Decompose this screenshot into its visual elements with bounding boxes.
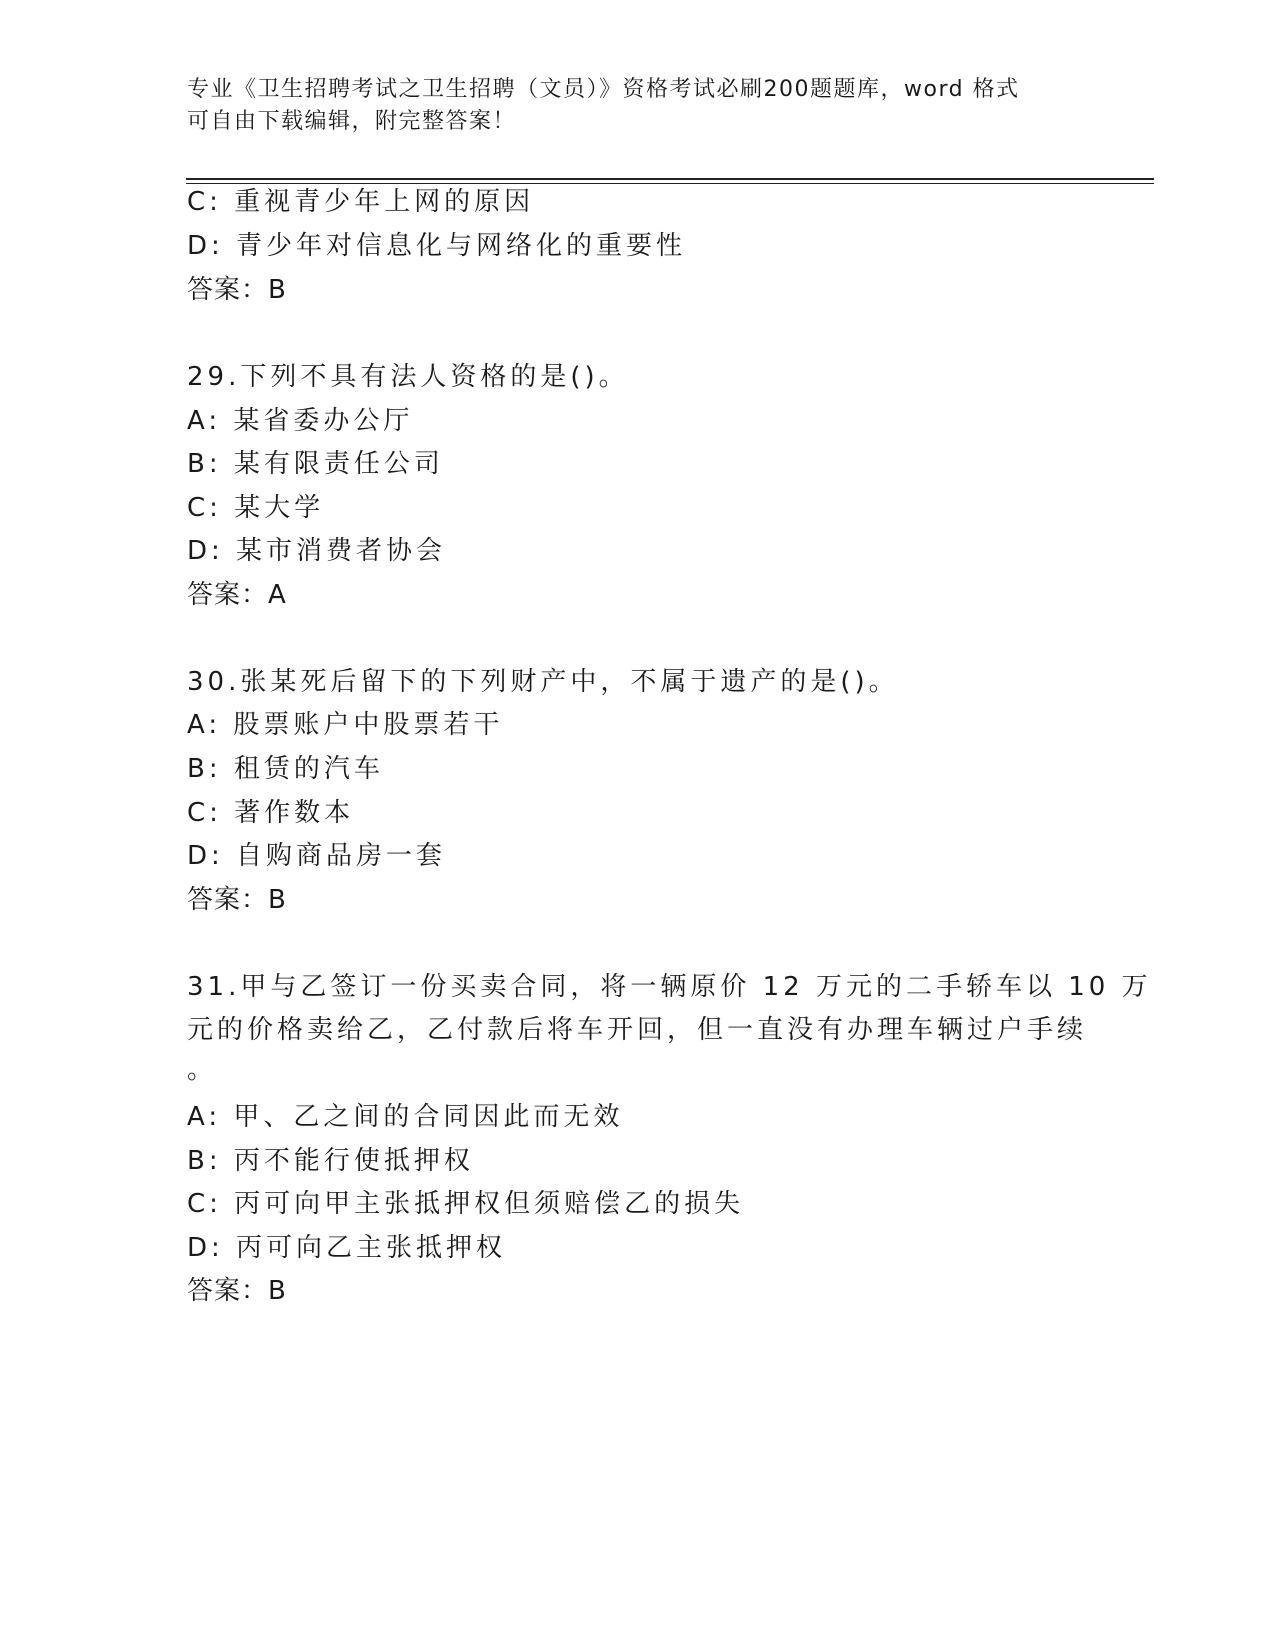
q30-option-d: D: 自购商品房一套 <box>187 841 447 871</box>
q31-option-d: D: 丙可向乙主张抵押权 <box>187 1233 507 1263</box>
q31-option-c: C: 丙可向甲主张抵押权但须赔偿乙的损失 <box>187 1189 745 1219</box>
prev-answer: 答案：B <box>187 275 287 305</box>
q29-answer: 答案：A <box>187 580 287 610</box>
header-title-line-2: 可自由下载编辑，附完整答案！ <box>187 109 517 134</box>
header-divider-thick <box>186 178 1154 180</box>
q30-option-b: B: 租赁的汽车 <box>187 754 384 784</box>
q31-option-b: B: 丙不能行使抵押权 <box>187 1146 474 1176</box>
q31-option-a: A: 甲、乙之间的合同因此而无效 <box>187 1102 624 1132</box>
header-title-line-1: 专业《卫生招聘考试之卫生招聘（文员）》资格考试必刷200题题库，word 格式 <box>187 77 1020 102</box>
q30-option-a: A: 股票账户中股票若干 <box>187 710 504 740</box>
q30-stem: 30.张某死后留下的下列财产中，不属于遗产的是()。 <box>187 667 899 697</box>
prev-option-d: D: 青少年对信息化与网络化的重要性 <box>187 231 687 261</box>
q29-stem: 29.下列不具有法人资格的是()。 <box>187 362 629 392</box>
q31-stem-line-2: 元的价格卖给乙，乙付款后将车开回，但一直没有办理车辆过户手续 <box>187 1015 1088 1045</box>
q29-option-a: A: 某省委办公厅 <box>187 406 414 436</box>
q31-answer: 答案：B <box>187 1276 287 1306</box>
q30-answer: 答案：B <box>187 885 287 915</box>
q29-option-c: C: 某大学 <box>187 493 325 523</box>
q31-stem-line-1: 31.甲与乙签订一份买卖合同，将一辆原价 12 万元的二手轿车以 10 万 <box>187 972 1152 1002</box>
document-header <box>187 74 1087 138</box>
q29-option-d: D: 某市消费者协会 <box>187 536 447 566</box>
q30-option-c: C: 著作数本 <box>187 798 355 828</box>
q31-stem-line-3: 。 <box>187 1055 214 1085</box>
q29-option-b: B: 某有限责任公司 <box>187 449 444 479</box>
prev-option-c: C: 重视青少年上网的原因 <box>187 187 535 217</box>
